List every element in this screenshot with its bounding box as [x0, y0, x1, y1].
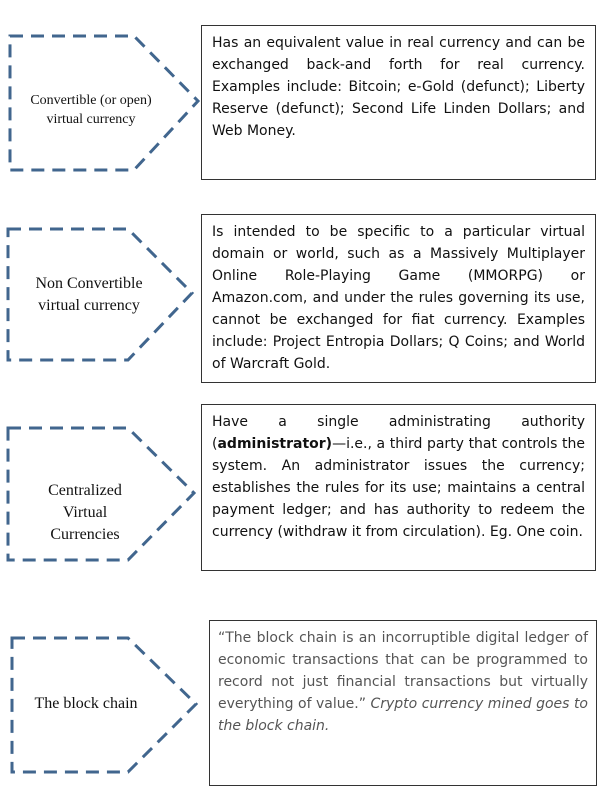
description-text-intro: Have a single administrating authority (	[212, 414, 585, 452]
administrator-term: administrator)	[217, 436, 333, 452]
category-label: Non Convertible virtual currency	[35, 275, 143, 314]
description-text: Is intended to be specific to a particular virtual domain or world, such as a Massively Multiplayer Online Role-Playing Game (MMORPG) or Amazon.com, and under the rules governing its use, cannot be exchanged for fiat currency. Examples include: Project Entropia Dollars; Q Coins; and World of Warcraft Gold.	[212, 224, 585, 372]
description-text-rest: —i.e., a third party that controls the system. An administrator issues the currency; establishes the rules for its use; maintains a central payment ledger; and has authority to redeem the currency (withdraw it from circulation). Eg. One coin.	[212, 436, 585, 540]
block-chain-quote: “The block chain is an incorruptible digital ledger of economic transactions that can be programmed to record not just financial transactions but virtually everything of value.”	[218, 630, 588, 712]
description-box	[209, 620, 597, 786]
description-text: Has an equivalent value in real currency and can be exchanged back-and forth for real currency. Examples include: Bitcoin; e-Gold (defunct); Liberty Reserve (defunct); Second Life Linden Dollars; and Web Money.	[212, 35, 585, 139]
category-label: Centralized Virtual Currencies	[48, 482, 122, 543]
block-chain-note: Crypto currency mined goes to the block chain.	[218, 696, 588, 734]
description-text	[218, 627, 588, 737]
chevron-shape	[0, 0, 205, 789]
category-label: The block chain	[34, 695, 138, 712]
category-label: Convertible (or open) virtual currency	[30, 93, 152, 127]
